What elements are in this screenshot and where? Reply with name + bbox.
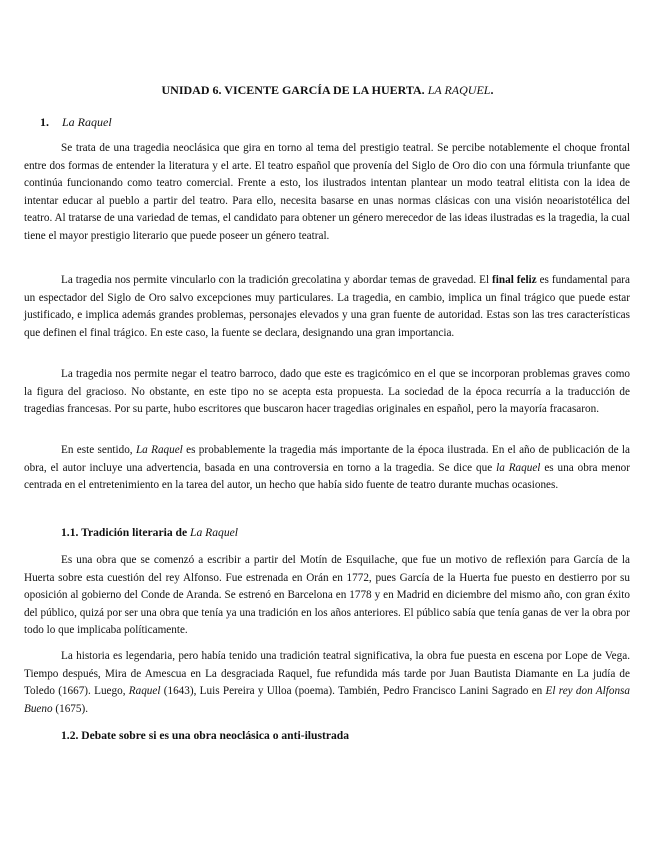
page-title (0, 82, 655, 98)
paragraph-4-part-b: es probablemente la tragedia más importante de la época ilustrada. En el año de publicación de la obra, el autor incluye una advertencia, basada en una controversia en torno a la tragedia. Se dice que (24, 444, 630, 474)
paragraph-6-part-c: (1675). (52, 702, 89, 715)
title-main: UNIDAD 6. VICENTE GARCÍA DE LA HUERTA. (161, 83, 428, 97)
paragraph-2-part-b: es fundamental para un espectador del Siglo de Oro salvo excepciones muy particulares. La tragedia, en cambio, implica un final trágico que puede estar justificado, e implica además grandes problemas, personajes elevados y una gran fuente de autoridad. Estas son las tres características que definen el final trágico. En este caso, la fuente se declara, designando una gran importancia. (24, 274, 630, 339)
paragraph-6-part-b: (1643), Luis Pereira y Ulloa (poema). También, Pedro Francisco Lanini Sagrado en (160, 685, 546, 698)
section-1-number: 1. (40, 115, 49, 129)
paragraph-2 (24, 272, 630, 342)
paragraph-4-part-a: En este sentido, (61, 444, 136, 456)
paragraph-6 (24, 648, 630, 718)
section-1-heading (40, 114, 112, 130)
paragraph-4 (24, 442, 630, 495)
paragraph-4-italic-1: La Raquel (135, 444, 183, 456)
paragraph-6-italic-1: Raquel (128, 685, 161, 698)
paragraph-3: La tragedia nos permite negar el teatro barroco, dado que este es tragicómico en el que se incorporan problemas graves como la figura del gracioso. No obstante, en este tipo no se acepta esta propuesta. La sociedad de la época recurría a la traducción de tragedias francesas. Por su parte, hubo escritores que buscaron hacer tragedias originales en español, pero la mayoría fracasaron. (24, 368, 630, 416)
paragraph-2-part-a: La tragedia nos permite vincularlo con la tradición grecolatina y abordar temas de gravedad. El (61, 274, 493, 286)
title-italic: LA RAQUEL (427, 83, 491, 97)
title-end: . (490, 83, 494, 97)
section-1-1-text: 1.1. Tradición literaria de (61, 526, 191, 539)
paragraph-6-italic-2: El rey don Alfonsa Bueno (24, 685, 630, 715)
paragraph-4-part-c: es una obra menor centrada en el entretenimiento en la tarea del autor, un hecho que había sido fuente de teatro durante muchas ocasiones. (24, 461, 630, 492)
paragraph-2-bold: final feliz (492, 274, 537, 286)
paragraph-5: Es una obra que se comenzó a escribir a partir del Motín de Esquilache, que fue un motivo de reflexión para García de la Huerta sobre esta cuestión del rey Alfonso. Fue estrenada en Orán en 1772, pues García de la Huerta fue puesto en destierro por su oposición al gobierno del Conde de Aranda. Se estrenó en Barcelona en 1778 y en Madrid en diciembre del mismo año, con gran éxito del público, quizá por ser una obra que tenía ya una tradición en los años anteriores. El público sabía que tenía ganas de ver la obra por todo lo que implicaba políticamente. (24, 554, 630, 637)
section-1-1-italic: La Raquel (190, 526, 239, 539)
section-1-1-heading (61, 525, 238, 541)
paragraph-1: Se trata de una tragedia neoclásica que gira en torno al tema del prestigio teatral. Se percibe notablemente el choque frontal entre dos formas de entender la literatura y el arte. El teatro español que provenía del Siglo de Oro dio con una fórmula triunfante que continúa funcionando como teatro comercial. Frente a esto, los ilustrados intentan plantear un modo teatral elitista con la idea de intentar educar al pueblo a partir del teatro. Para ello, necesita basarse en unas normas clásicas con una visión neoaristotélica del teatro. Al tratarse de una variedad de temas, el candidato para obtener un género merecedor de las ideas ilustradas es la tragedia, la cual tiene el mayor prestigio literario que puede poseer un género teatral. (24, 142, 630, 242)
paragraph-4-italic-2: la Raquel (496, 461, 541, 474)
section-1-title: La Raquel (62, 115, 112, 129)
paragraph-6-part-a: La historia es legendaria, pero había tenido una tradición teatral significativa, la obra fue puesta en escena por Lope de Vega. Tiempo después, Mira de Amescua en La desgraciada Raquel, fue refundida más tarde por Juan Bautista Diamante en La judía de Toledo (1667). Luego, (24, 650, 630, 698)
section-1-2-heading: 1.2. Debate sobre si es una obra neoclásica o anti-ilustrada (61, 729, 350, 742)
